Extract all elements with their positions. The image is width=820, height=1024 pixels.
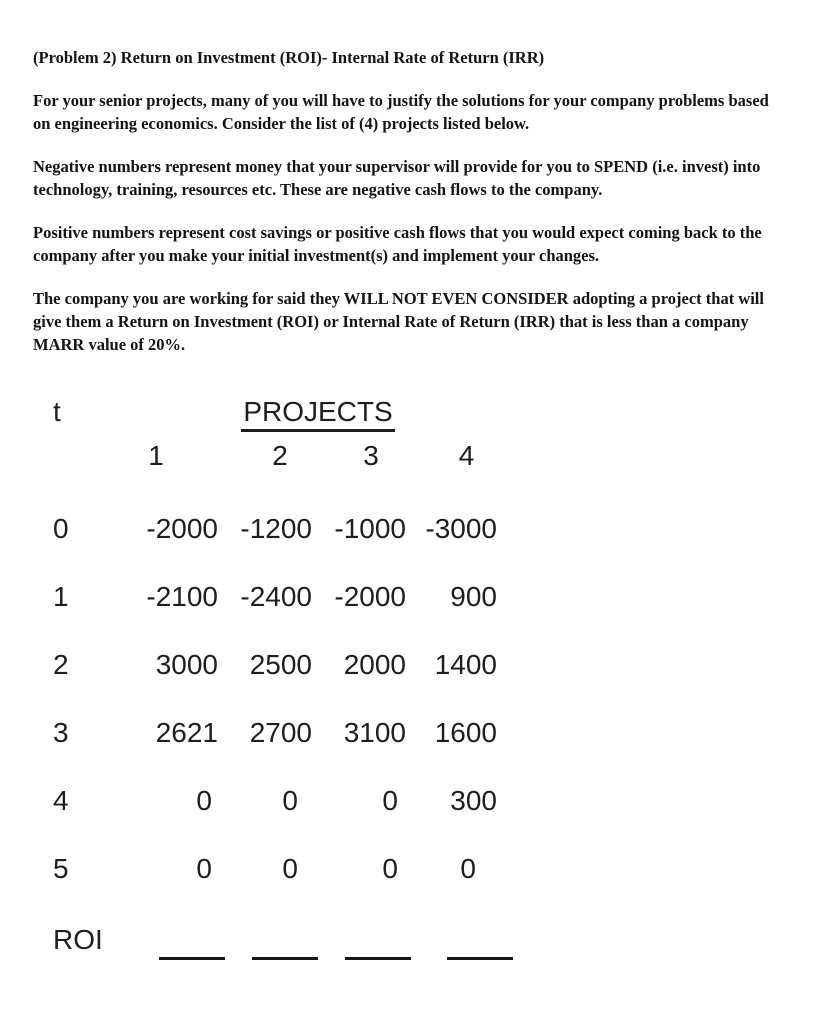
cashflow-value: 2700 <box>249 717 312 748</box>
marr-paragraph: The company you are working for said they WILL NOT EVEN CONSIDER adopting a project that will give them a Return on Investment (ROI) or Internal Rate of Return (IRR) that is less than a company MARR value of 20%. <box>33 289 764 354</box>
projects-group-header-label: PROJECTS <box>241 395 394 432</box>
problem-text-block <box>33 46 789 376</box>
cashflow-value: 2500 <box>249 649 312 680</box>
time-label: 2 <box>53 649 69 680</box>
spacer-cell <box>406 395 497 439</box>
cashflow-value: 0 <box>460 853 476 884</box>
roi-blank-cell <box>218 920 312 964</box>
cashflow-value: -2100 <box>146 581 218 612</box>
time-label: 3 <box>53 717 69 748</box>
roi-answer-blank-3 <box>345 923 411 960</box>
cashflow-value: -1200 <box>240 513 312 544</box>
cashflow-value: -1000 <box>334 513 406 544</box>
time-label: 0 <box>53 513 69 544</box>
project-1-header: 1 <box>148 440 164 471</box>
cashflow-value: 3000 <box>155 649 218 680</box>
cashflow-value: 2621 <box>155 717 218 748</box>
roi-row-label: ROI <box>53 924 103 955</box>
cashflow-value: 1600 <box>434 717 497 748</box>
cashflow-value: 0 <box>382 785 398 816</box>
time-column-header: t <box>53 396 61 427</box>
roi-answer-blank-1 <box>159 923 225 960</box>
spacer-cell <box>120 395 218 439</box>
roi-answer-blank-4 <box>447 923 513 960</box>
roi-blank-cell <box>406 920 497 964</box>
cashflow-value: 300 <box>450 785 497 816</box>
cashflow-value: -2400 <box>240 581 312 612</box>
intro-paragraph: For your senior projects, many of you will have to justify the solutions for your company problems based on engineering economics. Consider the list of (4) projects listed below. <box>33 91 769 133</box>
time-label: 1 <box>53 581 69 612</box>
roi-answer-blank-2 <box>252 923 318 960</box>
cashflow-value: 1400 <box>434 649 497 680</box>
cashflow-value: 2000 <box>343 649 406 680</box>
time-label: 4 <box>53 785 69 816</box>
project-4-header: 4 <box>458 440 475 471</box>
time-label: 5 <box>53 853 69 884</box>
cashflow-value: 900 <box>450 581 497 612</box>
cashflow-value: 0 <box>196 853 212 884</box>
problem-title: (Problem 2) Return on Investment (ROI)- Internal Rate of Return (IRR) <box>33 48 545 67</box>
cashflow-value: -2000 <box>146 513 218 544</box>
cashflow-value: 3100 <box>343 717 406 748</box>
project-3-header: 3 <box>363 440 379 471</box>
roi-blank-cell <box>312 920 406 964</box>
cashflow-value: 0 <box>196 785 212 816</box>
roi-blank-cell <box>120 920 218 964</box>
cashflow-value: 0 <box>282 785 298 816</box>
negative-numbers-paragraph: Negative numbers represent money that your supervisor will provide for you to SPEND (i.e. invest) into technology, training, resources etc. These are negative cash flows to the company. <box>33 157 761 199</box>
cashflow-value: 0 <box>282 853 298 884</box>
positive-numbers-paragraph: Positive numbers represent cost savings or positive cash flows that you would expect coming back to the company after you make your initial investment(s) and implement your changes. <box>33 223 762 265</box>
projects-group-header <box>218 395 406 439</box>
cashflow-value: -2000 <box>334 581 406 612</box>
cashflow-value: -3000 <box>425 513 497 544</box>
cashflow-table <box>45 395 497 964</box>
cashflow-value: 0 <box>382 853 398 884</box>
project-2-header: 2 <box>272 440 288 471</box>
